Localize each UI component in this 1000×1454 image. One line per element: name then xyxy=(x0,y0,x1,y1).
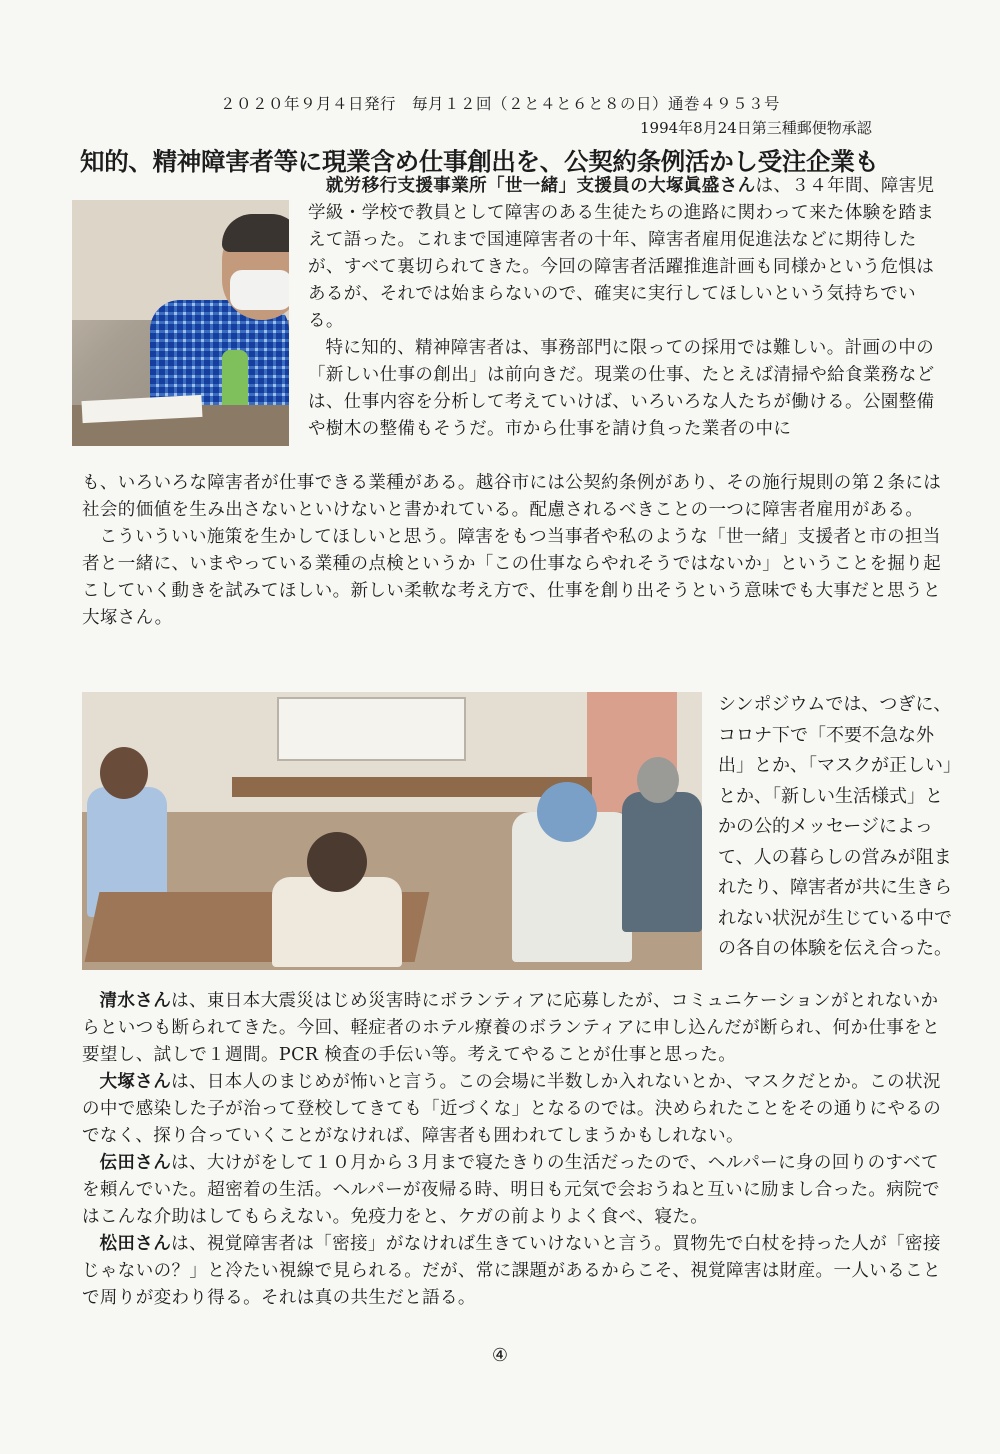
paragraph-2: 特に知的、精神障害者は、事務部門に限っての採用では難しい。計画の中の「新しい仕事の創出」は前向きだ。現業の仕事、たとえば清掃や給食業務などは、仕事内容を分析して考えていけば、いろいろな人たちが働ける。公園整備や樹木の整備もそうだ。市から仕事を請け負った業者の中に xyxy=(308,338,935,439)
testimony-text: は、大けがをして１０月から３月まで寝たきりの生活だったので、ヘルパーに身の回りのすべてを頼んでいた。超密着の生活。ヘルパーが夜帰る時、明日も元気で会おうねと互いに励まし合った。病院ではこんな介助はしてもらえない。免疫力をと、ケガの前よりよく食べ、寝た。 xyxy=(82,1153,940,1227)
testimony-text: は、視覚障害者は「密接」がなければ生きていけないと言う。買物先で白杖を持った人が「密接じゃないの？」と冷たい視線で見られる。だが、常に課題があるからこそ、視覚障害は財産。一人いることで周りが変わり得る。それは真の共生だと語る。 xyxy=(82,1234,941,1308)
section1-top-column xyxy=(308,173,948,443)
paragraph-1-text: は、３４年間、障害児学級・学校で教員として障害のある生徒たちの進路に関わって来た体験を踏まえて語った。これまで国連障害者の十年、障害者雇用促進法などに期待したが、すべて裏切られてきた。今回の障害者活躍推進計画も同様かという危惧はあるが、それでは始まらないので、確実に実行してほしいという気持ちでいる。 xyxy=(308,176,935,331)
person-name: 大塚さん xyxy=(99,1072,172,1092)
paragraph-3: こういういい施策を生かしてほしいと思う。障害をもつ当事者や私のような「世一緒」支援者と市の担当者と一緒に、いまやっている業種の点検というか「この仕事ならやれそうではないか」ということを掘り起こしていく動きを試みてほしい。新しい柔軟な考え方で、仕事を創り出そうという意味でも大事だと思うと大塚さん。 xyxy=(82,527,942,628)
testimony-paragraph xyxy=(82,1231,948,1312)
symposium-photo xyxy=(82,692,702,970)
panel-desk xyxy=(232,777,592,797)
person-name: 伝田さん xyxy=(99,1153,172,1173)
whiteboard xyxy=(277,697,466,761)
page-number: ④ xyxy=(491,1345,509,1366)
attendee-head xyxy=(637,757,679,803)
person-name: 清水さん xyxy=(99,991,172,1011)
testimony-paragraph xyxy=(82,1069,948,1150)
section1-full-width xyxy=(82,470,948,632)
attendee-head xyxy=(307,832,367,892)
section2-testimonies xyxy=(82,988,948,1312)
postal-approval: 1994年8月24日第三種郵便物承認 xyxy=(640,119,872,137)
testimony-text: は、東日本大震災はじめ災害時にボランティアに応募したが、コミュニケーションがとれないからといつも断られてきた。今回、軽症者のホテル療養のボランティアに申し込んだが断られ、何か仕事をと要望し、試しで１週間。PCR 検査の手伝い等。考えてやることが仕事と思った。 xyxy=(82,991,940,1065)
issue-info: ２０２０年９月４日発行 毎月１２回（２と４と６と８の日）通巻４９５３号 xyxy=(220,95,781,113)
attendee-head xyxy=(100,747,148,799)
symposium-column: シンポジウムでは、つぎに、コロナ下で「不要不急な外出」とか、「マスクが正しい」とか、「新しい生活様式」とかの公的メッセージによって、人の暮らしの営みが阻まれたり、障害者が共に生きられない状況が生じている中での各自の体験を伝え合った。 xyxy=(718,694,952,959)
speaker-photo xyxy=(72,200,289,446)
article-headline: 知的、精神障害者等に現業含め仕事創出を、公契約条例活かし受注企業も xyxy=(80,147,879,176)
testimony-text: は、日本人のまじめが怖いと言う。この会場に半数しか入れないとか、マスクだとか。この状況の中で感染した子が治って登校してきても「近づくな」となるのでは。決められたことをその通りにやるのでなく、探り合っていくことがなければ、障害者も囲われてしまうかもしれない。 xyxy=(82,1072,942,1146)
speaker-name: 就労移行支援事業所「世一緒」支援員の大塚眞盛さん xyxy=(325,176,756,196)
testimony-paragraph xyxy=(82,988,948,1069)
paragraph-1 xyxy=(308,173,948,335)
paragraph-2-continued: も、いろいろな障害者が仕事できる業種がある。越谷市には公契約条例があり、その施行規則の第２条には社会的価値を生み出さないといけないと書かれている。配慮されるべきことの一つに障害者雇用がある。 xyxy=(82,473,942,520)
testimony-paragraph xyxy=(82,1150,948,1231)
attendee xyxy=(622,792,702,932)
speaker-mask xyxy=(230,270,289,310)
person-name: 松田さん xyxy=(99,1234,172,1254)
attendee-head xyxy=(537,782,597,842)
